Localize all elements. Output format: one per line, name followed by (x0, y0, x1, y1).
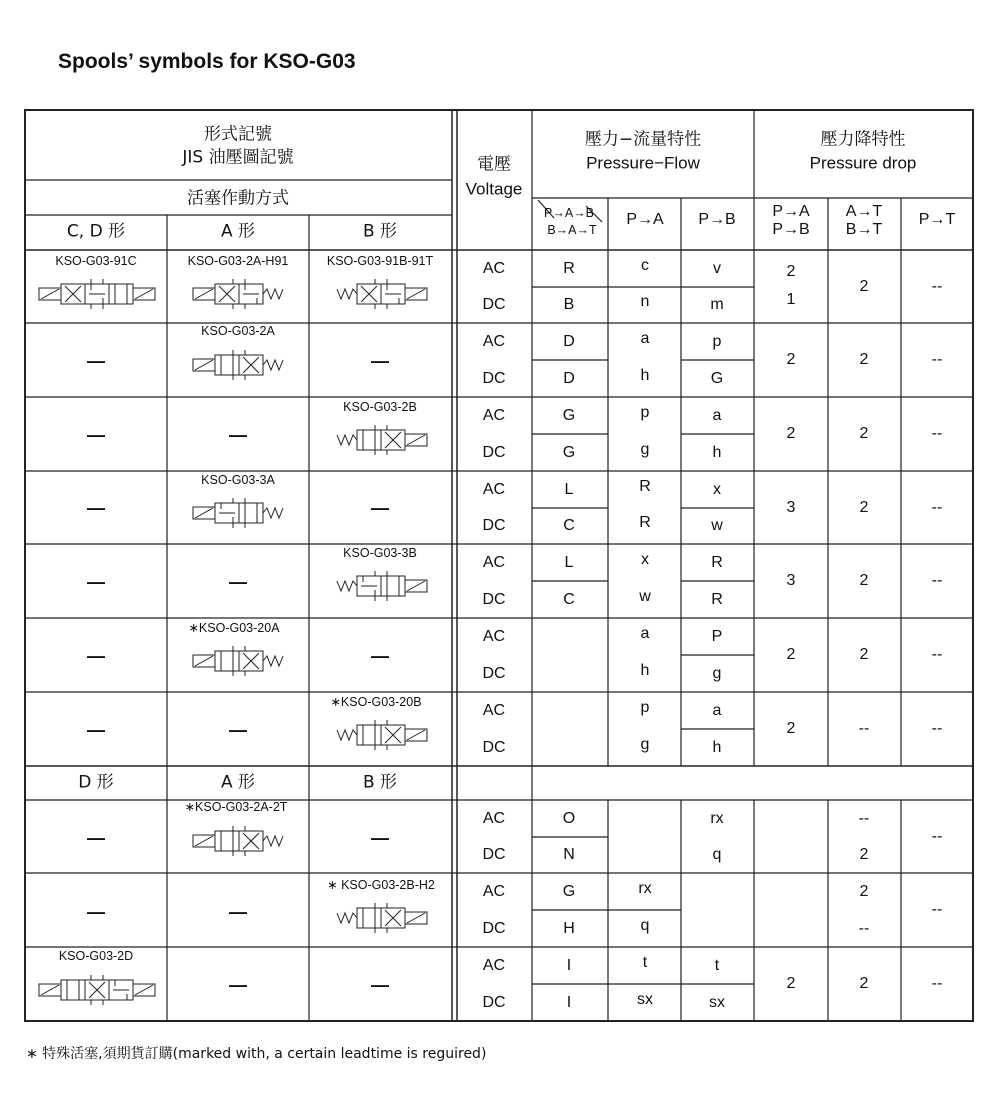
flow-curve-cell: G (710, 369, 724, 387)
flow-curve-cell: g (712, 664, 722, 682)
model-label: ∗KSO-G03-20B (330, 694, 422, 709)
flow-curve-cell: x (713, 480, 721, 498)
pressure-drop-cell: 2 (859, 646, 869, 663)
model-label: KSO-G03-3A (201, 472, 275, 487)
voltage-cell: DC (482, 443, 506, 461)
flow-curve-cell: I (566, 956, 572, 974)
flow-curve-cell: G (562, 406, 576, 424)
flow-curve-cell: R (711, 590, 723, 608)
empty-dash: — (87, 828, 105, 848)
pressure-drop-cell: -- (858, 809, 870, 827)
empty-dash: — (87, 351, 105, 371)
flow-curve-cell: R (639, 514, 651, 531)
empty-dash: — (87, 425, 105, 445)
pressure-drop-cell: 2 (786, 646, 796, 663)
header-col-b2: B 形 (362, 772, 398, 793)
page-title: Spools’ symbols for KSO-G03 (58, 50, 356, 73)
voltage-cell: DC (482, 919, 506, 937)
voltage-cell: DC (482, 738, 506, 756)
header-pressure-drop-en: Pressure drop (809, 153, 917, 173)
empty-dash: — (371, 498, 389, 518)
flow-curve-cell: m (710, 296, 724, 313)
empty-dash: — (229, 720, 247, 740)
header-col-b: B 形 (362, 221, 398, 242)
empty-dash: — (229, 425, 247, 445)
model-label: KSO-G03-2A-H91 (187, 253, 289, 268)
pressure-drop-cell: -- (931, 901, 943, 918)
valve-symbol (176, 635, 302, 687)
flow-curve-cell: C (563, 590, 575, 608)
header-pa: P→A (772, 203, 810, 220)
flow-curve-cell: R (711, 553, 723, 571)
empty-dash: — (87, 902, 105, 922)
header-col-cd: C, D 形 (66, 221, 126, 242)
flow-curve-cell: t (642, 953, 648, 971)
pressure-drop-cell: 2 (859, 425, 869, 442)
voltage-cell: AC (482, 480, 506, 498)
flow-curve-cell: I (566, 993, 572, 1011)
model-label: ∗ KSO-G03-2B-H2 (327, 877, 435, 892)
pressure-drop-cell: -- (931, 498, 943, 516)
pressure-drop-cell: 3 (786, 498, 796, 516)
voltage-cell: DC (482, 369, 506, 387)
header-jis-symbol: JIS 油壓圖記號 (182, 147, 294, 168)
voltage-cell: AC (482, 627, 506, 645)
pressure-drop-cell: 2 (786, 425, 796, 442)
pressure-drop-cell: 2 (859, 572, 869, 589)
header-pb: P→B (772, 221, 810, 238)
flow-curve-cell: C (563, 517, 575, 534)
flow-curve-cell: p (712, 332, 722, 350)
flow-curve-cell: a (640, 329, 650, 347)
model-label: KSO-G03-91C (55, 253, 137, 268)
model-label: KSO-G03-91B-91T (326, 253, 434, 268)
header-bt: B→T (845, 221, 883, 238)
header-col-a: A 形 (220, 221, 256, 242)
voltage-cell: DC (482, 664, 506, 682)
valve-symbol (176, 487, 302, 539)
flow-curve-cell: H (563, 919, 575, 937)
header-spool-operation: 活塞作動方式 (187, 188, 289, 209)
empty-dash: — (371, 975, 389, 995)
pressure-drop-cell: 2 (859, 351, 869, 368)
flow-curve-cell: g (640, 735, 650, 753)
flow-curve-cell: rx (638, 879, 652, 897)
flow-curve-cell: D (563, 369, 575, 387)
header-pressure-drop-cn: 壓力降特性 (820, 129, 906, 150)
pressure-drop-cell: 2 (786, 975, 796, 992)
pressure-drop-cell: -- (931, 572, 943, 589)
flow-curve-cell: w (711, 517, 723, 534)
empty-dash: — (87, 498, 105, 518)
flow-curve-cell: g (640, 440, 650, 458)
empty-dash: — (371, 828, 389, 848)
flow-curve-cell: n (640, 293, 650, 310)
header-p-b: P→B (698, 211, 736, 228)
flow-curve-cell: N (563, 846, 575, 863)
pressure-drop-cell: -- (931, 277, 943, 295)
header-type-code: 形式記號 (204, 124, 272, 145)
flow-curve-cell: a (640, 624, 650, 642)
pressure-drop-cell: -- (931, 646, 943, 663)
model-label: KSO-G03-2A (201, 323, 275, 338)
header-path-2: B→A→T (547, 222, 597, 237)
pressure-drop-cell: -- (931, 720, 943, 737)
flow-curve-cell: O (562, 809, 576, 827)
voltage-cell: AC (482, 259, 506, 277)
header-pressure-flow-cn: 壓力−流量特性 (584, 129, 702, 150)
flow-curve-cell: a (712, 701, 722, 719)
flow-curve-cell: c (641, 256, 649, 274)
empty-dash: — (371, 351, 389, 371)
pressure-drop-cell: 2 (786, 720, 796, 737)
model-label: KSO-G03-2D (58, 948, 134, 963)
valve-symbol (318, 893, 444, 943)
pressure-drop-cell: 2 (786, 351, 796, 368)
voltage-cell: DC (482, 993, 506, 1011)
flow-curve-cell: h (712, 738, 722, 756)
empty-dash: — (87, 646, 105, 666)
flow-curve-cell: x (641, 550, 649, 568)
flow-curve-cell: v (713, 259, 721, 277)
header-pressure-flow-en: Pressure−Flow (586, 153, 700, 173)
header-path-1: P→A→B (543, 205, 595, 220)
voltage-cell: AC (482, 332, 506, 350)
footnote: ∗ 特殊活塞,須期貨訂購(marked with, a certain leadtime is reguired) (26, 1046, 487, 1062)
pressure-drop-cell: -- (858, 720, 870, 737)
voltage-cell: AC (482, 956, 506, 974)
voltage-cell: AC (482, 553, 506, 571)
flow-curve-cell: rx (710, 809, 724, 827)
flow-curve-cell: h (712, 443, 722, 461)
flow-curve-cell: q (640, 916, 650, 934)
flow-curve-cell: R (563, 259, 575, 277)
flow-curve-cell: D (563, 332, 575, 350)
pressure-drop-cell: 1 (786, 290, 796, 308)
flow-curve-cell: a (712, 406, 722, 424)
model-label: KSO-G03-3B (343, 545, 417, 560)
empty-dash: — (87, 572, 105, 592)
empty-dash: — (87, 720, 105, 740)
pressure-drop-cell: -- (858, 919, 870, 937)
header-p-a: P→A (626, 211, 664, 228)
voltage-cell: DC (482, 296, 506, 313)
header-voltage-en: Voltage (465, 179, 523, 199)
pressure-drop-cell: 2 (859, 975, 869, 992)
valve-symbol (30, 270, 164, 318)
voltage-cell: AC (482, 406, 506, 424)
flow-curve-cell: P (711, 627, 723, 645)
header-at: A→T (845, 203, 883, 220)
empty-dash: — (229, 975, 247, 995)
model-label: ∗KSO-G03-20A (188, 620, 280, 635)
voltage-cell: AC (482, 701, 506, 719)
pressure-drop-cell: 2 (859, 498, 869, 516)
flow-curve-cell: h (640, 661, 650, 679)
voltage-cell: DC (482, 590, 506, 608)
voltage-cell: DC (482, 517, 506, 534)
flow-curve-cell: sx (637, 990, 653, 1008)
valve-symbol (30, 964, 164, 1016)
flow-curve-cell: G (562, 882, 576, 900)
header-voltage-cn: 電壓 (477, 154, 511, 175)
flow-curve-cell: L (564, 480, 574, 498)
valve-symbol (176, 339, 302, 391)
model-label: ∗KSO-G03-2A-2T (184, 799, 288, 814)
flow-curve-cell: L (564, 553, 574, 571)
pressure-drop-cell: 2 (859, 277, 869, 295)
valve-symbol (176, 815, 302, 867)
header-p-t: P→T (918, 211, 956, 228)
pressure-drop-cell: 2 (859, 882, 869, 900)
empty-dash: — (229, 572, 247, 592)
model-label: KSO-G03-2B (343, 399, 417, 414)
empty-dash: — (371, 646, 389, 666)
flow-curve-cell: G (562, 443, 576, 461)
flow-curve-cell: R (639, 477, 651, 495)
pressure-drop-cell: -- (931, 975, 943, 992)
pressure-drop-cell: -- (931, 827, 943, 845)
flow-curve-cell: q (712, 846, 722, 863)
empty-dash: — (229, 902, 247, 922)
valve-symbol (176, 270, 302, 318)
pressure-drop-cell: 3 (786, 572, 796, 589)
flow-curve-cell: p (640, 698, 650, 716)
header-col-a2: A 形 (220, 772, 256, 793)
valve-symbol (318, 560, 444, 612)
pressure-drop-cell: -- (931, 425, 943, 442)
flow-curve-cell: h (640, 366, 650, 384)
pressure-drop-cell: -- (931, 351, 943, 368)
pressure-drop-cell: 2 (786, 262, 796, 280)
voltage-cell: DC (482, 846, 506, 863)
voltage-cell: AC (482, 809, 506, 827)
flow-curve-cell: t (714, 956, 720, 974)
flow-curve-cell: B (563, 296, 575, 313)
flow-curve-cell: w (639, 587, 651, 605)
header-col-d: D 形 (78, 772, 114, 793)
valve-symbol (318, 270, 444, 318)
flow-curve-cell: sx (709, 993, 725, 1011)
voltage-cell: AC (482, 882, 506, 900)
flow-curve-cell: p (640, 403, 650, 421)
valve-symbol (318, 414, 444, 466)
valve-symbol (318, 709, 444, 761)
pressure-drop-cell: 2 (859, 846, 869, 863)
